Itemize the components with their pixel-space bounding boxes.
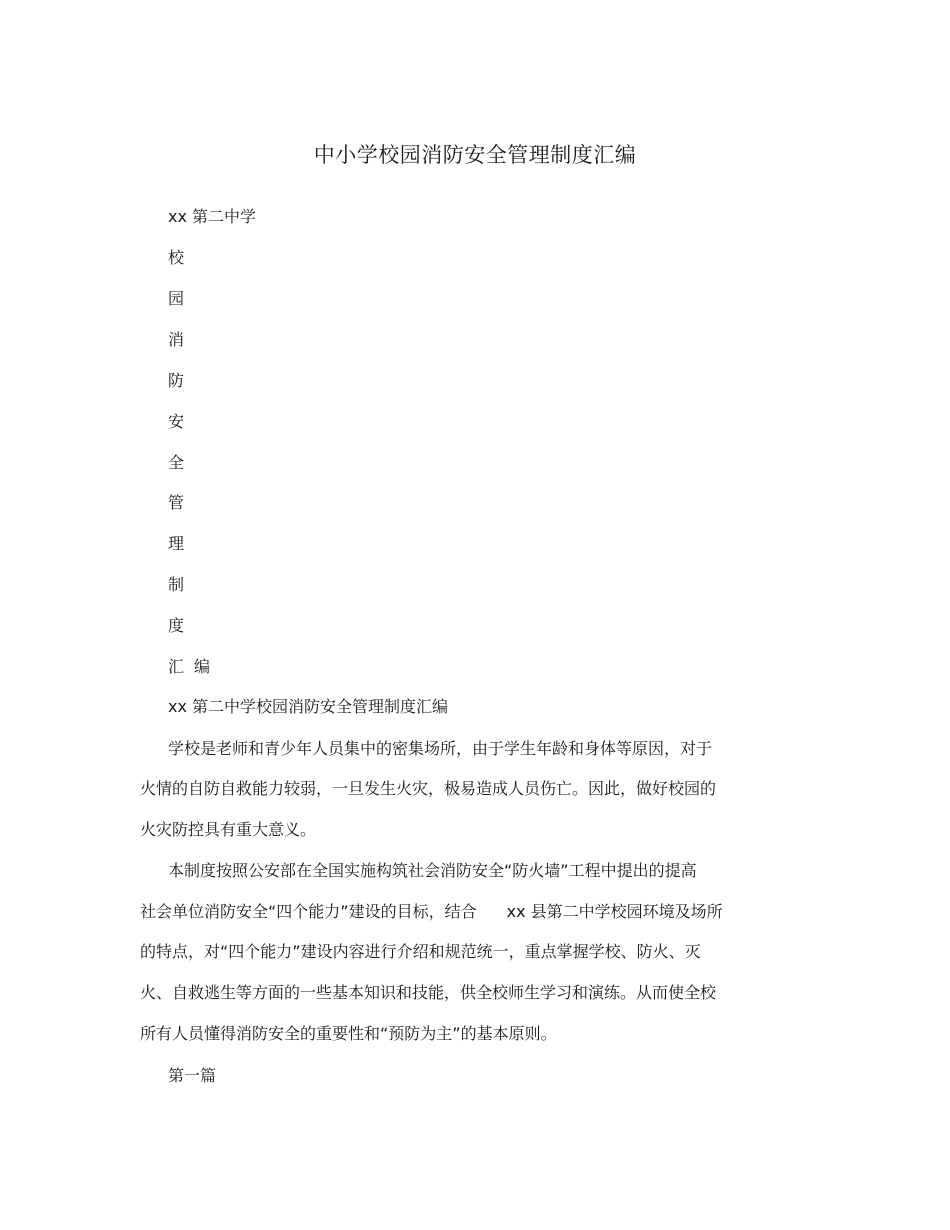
vertical-char-6: 全 <box>168 453 185 472</box>
para1-line1: 学校是老师和青少年人员集中的密集场所，由于学生年龄和身体等原因，对于 <box>168 739 713 758</box>
document-subtitle: xx 第二中学校园消防安全管理制度汇编 <box>168 697 449 716</box>
para1-line2: 火情的自防自救能力较弱，一旦发生火灾，极易造成人员伤亡。因此，做好校园的 <box>140 779 717 798</box>
para2-line2-part-b: xx 县第二中学校园环境及场所 <box>506 902 723 921</box>
document-title: 中小学校园消防安全管理制度汇编 <box>313 143 637 167</box>
vertical-last-a: 汇 <box>168 657 185 676</box>
vertical-char-9: 制 <box>168 575 185 594</box>
para2-line3: 的特点，对“四个能力”建设内容进行介绍和规范统一，重点掌握学校、防火、灭 <box>140 942 701 961</box>
para2-line2-part-a: 社会单位消防安全“四个能力”建设的目标，结合 <box>140 902 477 921</box>
vertical-char-5: 安 <box>168 412 185 431</box>
para1-line3: 火灾防控具有重大意义。 <box>140 820 317 839</box>
para2-line5: 所有人员懂得消防安全的重要性和“预防为主”的基本原则。 <box>140 1024 557 1043</box>
vertical-char-4: 防 <box>168 371 185 390</box>
vertical-last-line <box>168 656 210 678</box>
section-heading: 第一篇 <box>168 1066 217 1085</box>
para2-line4: 火、自救逃生等方面的一些基本知识和技能，供全校师生学习和演练。从而使全校 <box>140 983 717 1002</box>
vertical-char-2: 园 <box>168 289 185 308</box>
vertical-char-7: 管 <box>168 493 185 512</box>
para2-line1: 本制度按照公安部在全国实施构筑社会消防安全“防火墙”工程中提出的提高 <box>168 861 697 880</box>
school-name: xx 第二中学 <box>168 207 257 226</box>
vertical-char-3: 消 <box>168 330 185 349</box>
vertical-char-1: 校 <box>168 248 185 267</box>
vertical-char-8: 理 <box>168 534 185 553</box>
vertical-char-10: 度 <box>168 616 185 635</box>
para2-line2 <box>140 901 723 923</box>
vertical-last-b: 编 <box>194 657 211 676</box>
